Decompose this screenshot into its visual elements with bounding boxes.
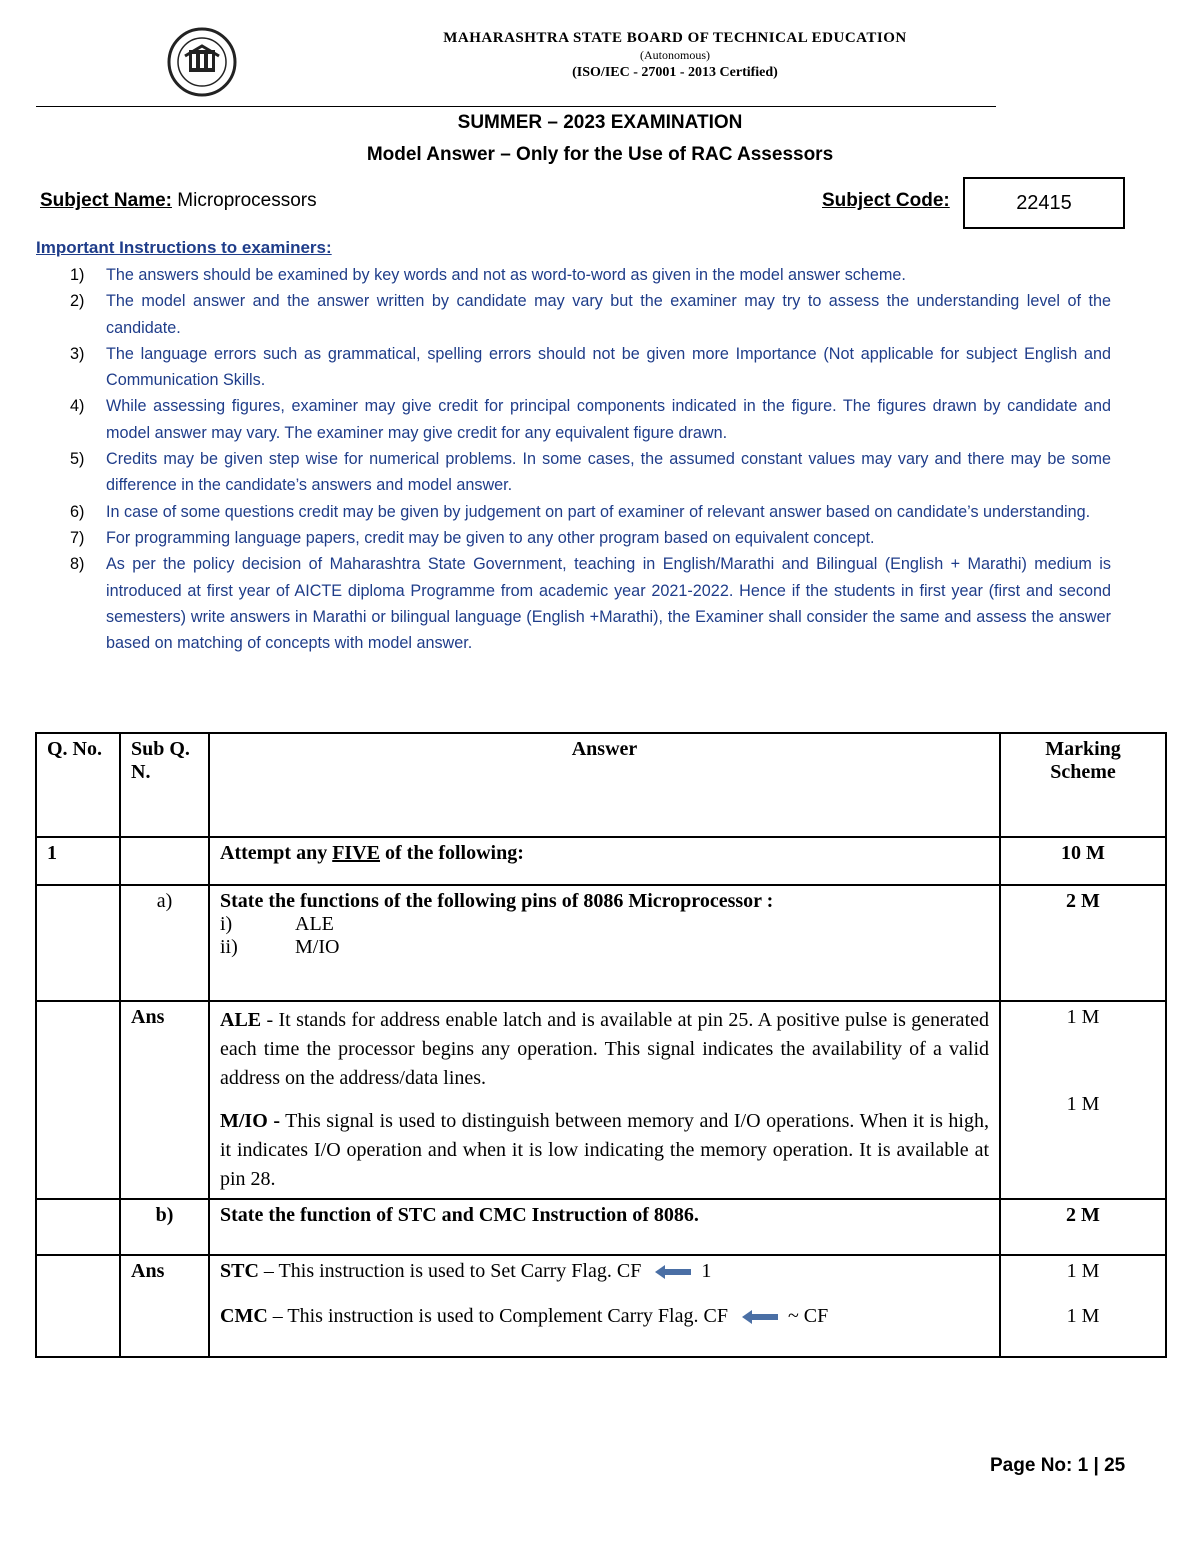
qa-question-text: State the functions of the following pins of 8086 Microprocessor : xyxy=(220,890,774,912)
q-number-empty xyxy=(36,885,120,1001)
q-number: 1 xyxy=(36,837,120,885)
ans-label: Ans xyxy=(120,1255,209,1357)
left-arrow-icon xyxy=(742,1310,778,1324)
list-item xyxy=(36,551,1111,656)
board-name: MAHARASHTRA STATE BOARD OF TECHNICAL EDUCATION xyxy=(443,30,907,46)
mio-term: M/IO - xyxy=(220,1110,280,1132)
stc-value: 1 xyxy=(701,1260,712,1282)
qa-items xyxy=(220,913,989,959)
board-logo xyxy=(163,26,241,98)
list-item xyxy=(36,262,1111,288)
q1-underlined: FIVE xyxy=(332,842,381,864)
stc-term: STC xyxy=(220,1260,259,1282)
list-item-text: The model answer and the answer written by candidate may vary but the examiner may try to assess the understanding level of the candidate. xyxy=(106,292,1111,337)
list-item xyxy=(36,341,1111,394)
header-sub-q: Sub Q. N. xyxy=(120,733,209,837)
ans-label: Ans xyxy=(120,1001,209,1199)
cmc-answer xyxy=(220,1305,989,1328)
qb-question: State the function of STC and CMC Instruction of 8086. xyxy=(209,1199,1000,1255)
q1-marks: 10 M xyxy=(1000,837,1166,885)
item-value: M/IO xyxy=(295,936,340,958)
list-item-text: While assessing figures, examiner may give credit for principal components indicated in the figure. The figures drawn by candidate and model answer may vary. The examiner may give credit for any equivalent figure drawn. xyxy=(106,397,1111,442)
list-item xyxy=(36,499,1111,525)
q1-instruction xyxy=(209,837,1000,885)
subject-code-label: Subject Code: xyxy=(822,190,950,211)
qb-marks: 2 M xyxy=(1000,1199,1166,1255)
q1-pre: Attempt any xyxy=(220,842,333,864)
ale-text: - It stands for address enable latch and is available at pin 25. A positive pulse is generated each time the processor begins any operation. This signal indicates the availability of a valid address on the address/data lines. xyxy=(220,1009,989,1089)
autonomous-note: (Autonomous) xyxy=(640,48,710,62)
exam-title: SUMMER – 2023 EXAMINATION xyxy=(457,112,743,133)
ans-mark-1: 1 M xyxy=(1066,1006,1100,1028)
exam-heading xyxy=(0,112,1200,176)
model-answer-note: Model Answer – Only for the Use of RAC Assessors xyxy=(366,144,834,165)
mio-text: This signal is used to distinguish between memory and I/O operations. When it is high, it indicates I/O operation and when it is low indicating the memory operation. It is available at pin 28. xyxy=(220,1110,989,1190)
model-answer-table xyxy=(35,732,1167,1358)
list-item-number: 8) xyxy=(70,555,85,574)
subject-code-value: 22415 xyxy=(963,177,1125,229)
list-item-text: The language errors such as grammatical, spelling errors should not be given more Importance (Not applicable for subject English and Communication Skills. xyxy=(106,344,1111,390)
list-item xyxy=(36,525,1111,551)
qa-answer xyxy=(209,1001,1000,1199)
table-row xyxy=(36,1199,1166,1255)
list-item-number: 7) xyxy=(70,528,85,547)
q-number-empty xyxy=(36,1199,120,1255)
instructions-list xyxy=(36,262,1111,656)
ale-answer xyxy=(220,1006,989,1093)
q-number-empty xyxy=(36,1255,120,1357)
board-header xyxy=(250,30,1100,81)
qb-ans-marks xyxy=(1000,1255,1166,1357)
table-header-row xyxy=(36,733,1166,837)
stc-text: – This instruction is used to Set Carry Flag. CF xyxy=(258,1260,642,1282)
qa-marks: 2 M xyxy=(1000,885,1166,1001)
list-item-text: Credits may be given step wise for numerical problems. In some cases, the assumed constant values may vary and there may be some difference in the candidate’s answers and model answer. xyxy=(106,450,1111,495)
subject-name-value: Microprocessors xyxy=(177,190,317,211)
list-item-text: In case of some questions credit may be given by judgement on part of examiner of relevant answer based on candidate’s understanding. xyxy=(106,502,1091,521)
list-item-number: 4) xyxy=(70,397,85,416)
list-item-text: For programming language papers, credit may be given to any other program based on equivalent concept. xyxy=(106,528,875,547)
header-q-no: Q. No. xyxy=(36,733,120,837)
certification: (ISO/IEC - 27001 - 2013 Certified) xyxy=(572,65,778,80)
ans-mark-2: 1 M xyxy=(1066,1093,1100,1115)
subject-name xyxy=(40,190,317,212)
list-item-number: 3) xyxy=(70,344,85,363)
list-item-number: 5) xyxy=(70,450,85,469)
mio-answer xyxy=(220,1107,989,1194)
list-item-text: As per the policy decision of Maharashtra State Government, teaching in English/Marathi and Bilingual (English + Marathi) medium is introduced at first year of AICTE diploma Programme from academic year 2021-2022. Hence if the students in first year (first and second semesters) write answers in Marathi or bilingual language (English +Marathi), the Examiner shall consider the same and assess the answer based on matching of concepts with model answer. xyxy=(106,555,1111,653)
table-row xyxy=(36,837,1166,885)
list-item-number: 1) xyxy=(70,266,85,284)
item-key: i) xyxy=(220,913,233,935)
cmc-text: – This instruction is used to Complement Carry Flag. CF xyxy=(267,1305,728,1327)
header-marking: Marking Scheme xyxy=(1000,733,1166,837)
qb-answer xyxy=(209,1255,1000,1357)
sub-q-label: a) xyxy=(120,885,209,1001)
ale-term: ALE xyxy=(220,1009,262,1031)
stc-answer xyxy=(220,1260,989,1283)
list-item-number: 6) xyxy=(70,502,85,521)
table-row xyxy=(36,885,1166,1001)
list-item-text: The answers should be examined by key words and not as word-to-word as given in the model answer scheme. xyxy=(106,266,906,284)
list-item xyxy=(220,936,989,959)
item-value: ALE xyxy=(295,913,334,935)
qa-ans-marks xyxy=(1000,1001,1166,1199)
subject-name-label: Subject Name: xyxy=(40,190,172,211)
cmc-term: CMC xyxy=(220,1305,268,1327)
ans-mark-2: 1 M xyxy=(1066,1305,1100,1327)
header-divider xyxy=(36,106,996,107)
list-item xyxy=(36,288,1111,341)
instructions-title: Important Instructions to examiners: xyxy=(36,238,332,257)
cmc-value: ~ CF xyxy=(787,1305,829,1327)
item-key: ii) xyxy=(220,936,238,958)
table-row xyxy=(36,1255,1166,1357)
table-row xyxy=(36,1001,1166,1199)
list-item xyxy=(36,393,1111,446)
list-item xyxy=(220,913,989,936)
page-number: Page No: 1 | 25 xyxy=(990,1455,1126,1476)
qa-question xyxy=(209,885,1000,1001)
list-item-number: 2) xyxy=(70,292,85,311)
sub-q-label: b) xyxy=(120,1199,209,1255)
header-answer: Answer xyxy=(209,733,1000,837)
ans-mark-1: 1 M xyxy=(1066,1260,1100,1282)
q-number-empty xyxy=(36,1001,120,1199)
sub-q-empty xyxy=(120,837,209,885)
list-item xyxy=(36,446,1111,499)
q1-post: of the following: xyxy=(380,842,524,864)
left-arrow-icon xyxy=(655,1265,691,1279)
